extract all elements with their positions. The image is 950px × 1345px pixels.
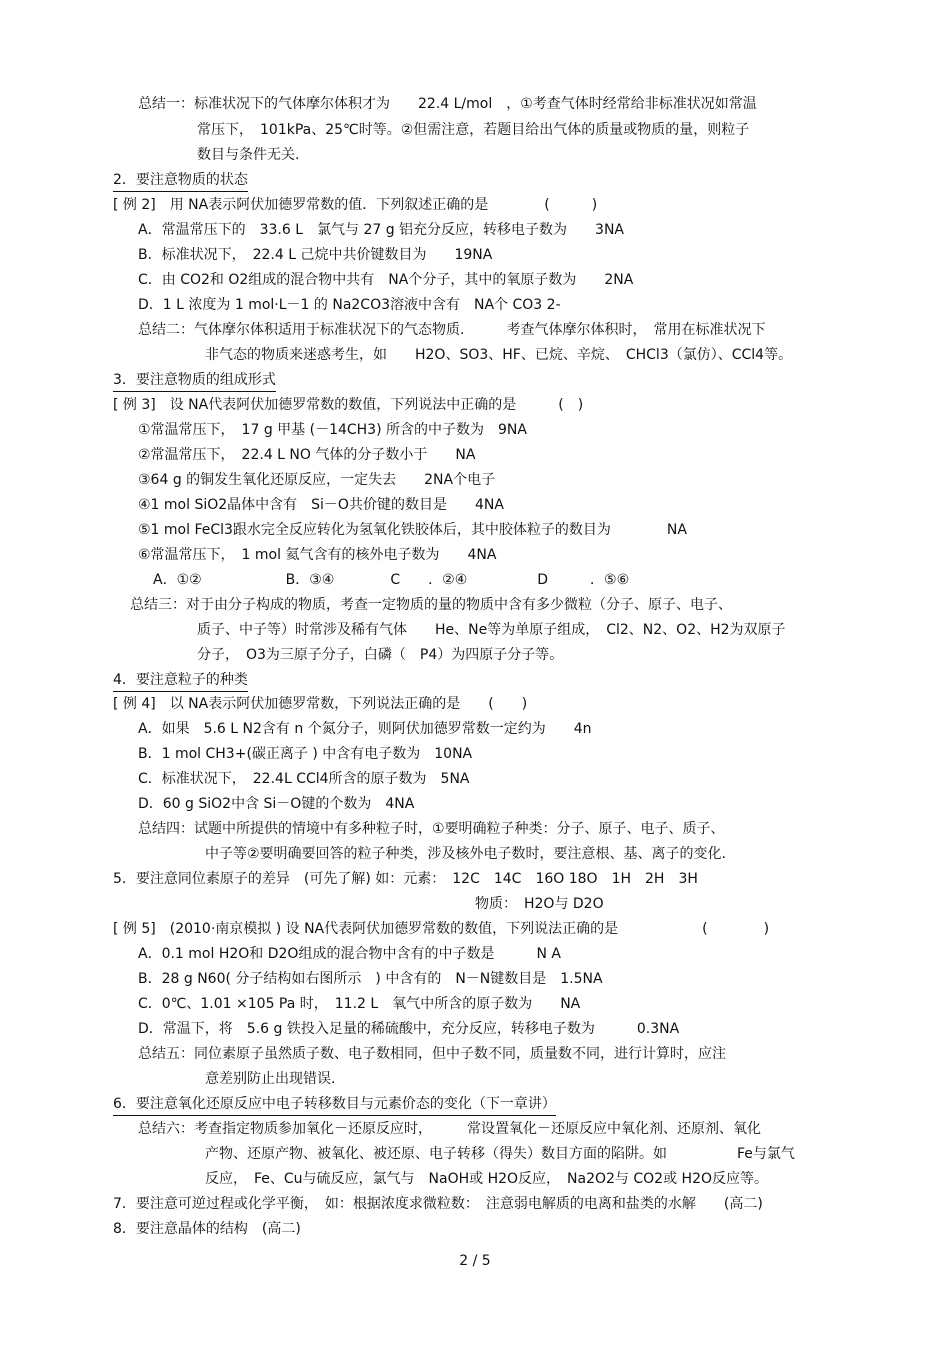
section-heading-3: 3．要注意物质的组成形式 bbox=[113, 370, 276, 392]
example-2-option-b: B．标准状况下， 22.4 L 己烷中共价键数目为 19NA bbox=[138, 247, 493, 263]
summary-5-line-2: 意差别防止出现错误. bbox=[205, 1071, 336, 1087]
example-3-options: A．①② B．③④ C ．②④ D ．⑤⑥ bbox=[153, 572, 630, 588]
example-5-option-d: D．常温下，将 5.6 g 铁投入足量的稀硫酸中，充分反应，转移电子数为 0.3NA bbox=[138, 1021, 680, 1037]
example-2-option-c: C．由 CO2和 O2组成的混合物中共有 NA个分子，其中的氧原子数为 2NA bbox=[138, 272, 634, 288]
section-heading-4: 4．要注意粒子的种类 bbox=[113, 670, 248, 692]
example-4-option-c: C．标准状况下， 22.4L CCl4所含的原子数为 5NA bbox=[138, 771, 470, 787]
summary-6-line-1: 总结六：考查指定物质参加氧化－还原反应时， 常设置氧化－还原反应中氧化剂、还原剂、氧化 bbox=[138, 1121, 761, 1137]
example-5-option-c: C．0℃、1.01 ×105 Pa 时， 11.2 L 氧气中所含的原子数为 NA bbox=[138, 996, 581, 1012]
example-3-item-1: ①常温常压下， 17 g 甲基 (－14CH3) 所含的中子数为 9NA bbox=[138, 422, 527, 438]
section-heading-8: 8．要注意晶体的结构 (高二) bbox=[113, 1221, 301, 1237]
section-heading-6: 6．要注意氧化还原反应中电子转移数目与元素价态的变化（下一章讲） bbox=[113, 1094, 556, 1116]
summary-1-line-2: 常压下， 101kPa、25℃时等。②但需注意，若题目给出气体的质量或物质的量，则粒子 bbox=[197, 122, 750, 138]
example-4-option-b: B．1 mol CH3+(碳正离子 ) 中含有电子数为 10NA bbox=[138, 746, 473, 762]
summary-6-line-3: 反应， Fe、Cu与硫反应，氯气与 NaOH或 H2O反应， Na2O2与 CO2或 H2O反应等。 bbox=[205, 1171, 768, 1187]
summary-1-line-1: 总结一：标准状况下的气体摩尔体积才为 22.4 L/mol ，①考查气体时经常给非标准状况如常温 bbox=[138, 96, 757, 112]
example-5-option-b: B．28 g N60( 分子结构如右图所示 ) 中含有的 N－N键数目是 1.5NA bbox=[138, 971, 603, 987]
section-heading-5: 5．要注意同位素原子的差异 (可先了解) 如：元素： 12C 14C 16O 18O 1H 2H 3H bbox=[113, 871, 698, 887]
summary-4-line-2: 中子等②要明确要回答的粒子种类，涉及核外电子数时，要注意根、基、离子的变化. bbox=[205, 846, 726, 862]
summary-3-line-3: 分子， O3为三原子分子，白磷（ P4）为四原子分子等。 bbox=[197, 647, 564, 663]
summary-2-line-1: 总结二：气体摩尔体积适用于标准状况下的气态物质. 考查气体摩尔体积时， 常用在标准状况下 bbox=[138, 322, 766, 338]
example-5-question: [ 例 5] (2010·南京模拟 ) 设 NA代表阿伏加德罗常数的数值，下列说法正确的是 ( ) bbox=[113, 921, 770, 937]
example-3-item-4: ④1 mol SiO2晶体中含有 Si－O共价键的数目是 4NA bbox=[138, 497, 504, 513]
page-number: 2 / 5 bbox=[459, 1253, 491, 1269]
example-3-item-6: ⑥常温常压下， 1 mol 氦气含有的核外电子数为 4NA bbox=[138, 547, 497, 563]
example-4-option-a: A．如果 5.6 L N2含有 n 个氮分子，则阿伏加德罗常数一定约为 4n bbox=[138, 721, 592, 737]
section-heading-2: 2．要注意物质的状态 bbox=[113, 170, 248, 192]
summary-5-line-1: 总结五：同位素原子虽然质子数、电子数相同，但中子数不同，质量数不同，进行计算时，应注 bbox=[138, 1046, 726, 1062]
example-3-item-3: ③64 g 的铜发生氧化还原反应，一定失去 2NA个电子 bbox=[138, 472, 496, 488]
example-3-item-2: ②常温常压下， 22.4 L NO 气体的分子数小于 NA bbox=[138, 447, 476, 463]
summary-1-line-3: 数目与条件无关. bbox=[197, 147, 300, 163]
example-4-question: [ 例 4] 以 NA表示阿伏加德罗常数，下列说法正确的是 ( ) bbox=[113, 696, 528, 712]
section-heading-7: 7．要注意可逆过程或化学平衡， 如：根据浓度求微粒数： 注意弱电解质的电离和盐类的水解 (高二) bbox=[113, 1196, 763, 1212]
example-5-option-a: A．0.1 mol H2O和 D2O组成的混合物中含有的中子数是 N A bbox=[138, 946, 561, 962]
example-2-option-a: A．常温常压下的 33.6 L 氯气与 27 g 铝充分反应，转移电子数为 3NA bbox=[138, 222, 625, 238]
section-5-substances: 物质： H2O与 D2O bbox=[475, 896, 604, 912]
example-2-option-d: D．1 L 浓度为 1 mol·L－1 的 Na2CO3溶液中含有 NA个 CO3 2- bbox=[138, 297, 561, 313]
example-2-question: [ 例 2] 用 NA表示阿伏加德罗常数的值．下列叙述正确的是 ( ) bbox=[113, 197, 598, 213]
example-3-question: [ 例 3] 设 NA代表阿伏加德罗常数的数值，下列说法中正确的是 ( ) bbox=[113, 397, 584, 413]
summary-2-line-2: 非气态的物质来迷惑考生，如 H2O、SO3、HF、已烷、辛烷、 CHCl3（氯仿）、CCl4等。 bbox=[205, 347, 793, 363]
example-4-option-d: D．60 g SiO2中含 Si－O键的个数为 4NA bbox=[138, 796, 415, 812]
summary-6-line-2: 产物、还原产物、被氧化、被还原、电子转移（得失）数目方面的陷阱。如 Fe与氯气 bbox=[205, 1146, 795, 1162]
example-3-item-5: ⑤1 mol FeCl3跟水完全反应转化为氢氧化铁胶体后，其中胶体粒子的数目为 NA bbox=[138, 522, 687, 538]
summary-4-line-1: 总结四：试题中所提供的情境中有多种粒子时，①要明确粒子种类：分子、原子、电子、质子、 bbox=[138, 821, 725, 837]
summary-3-line-2: 质子、中子等）时常涉及稀有气体 He、Ne等为单原子组成， Cl2、N2、O2、H2为双原子 bbox=[197, 622, 786, 638]
summary-3-line-1: 总结三：对于由分子构成的物质，考查一定物质的量的物质中含有多少微粒（分子、原子、电子、 bbox=[130, 597, 732, 613]
